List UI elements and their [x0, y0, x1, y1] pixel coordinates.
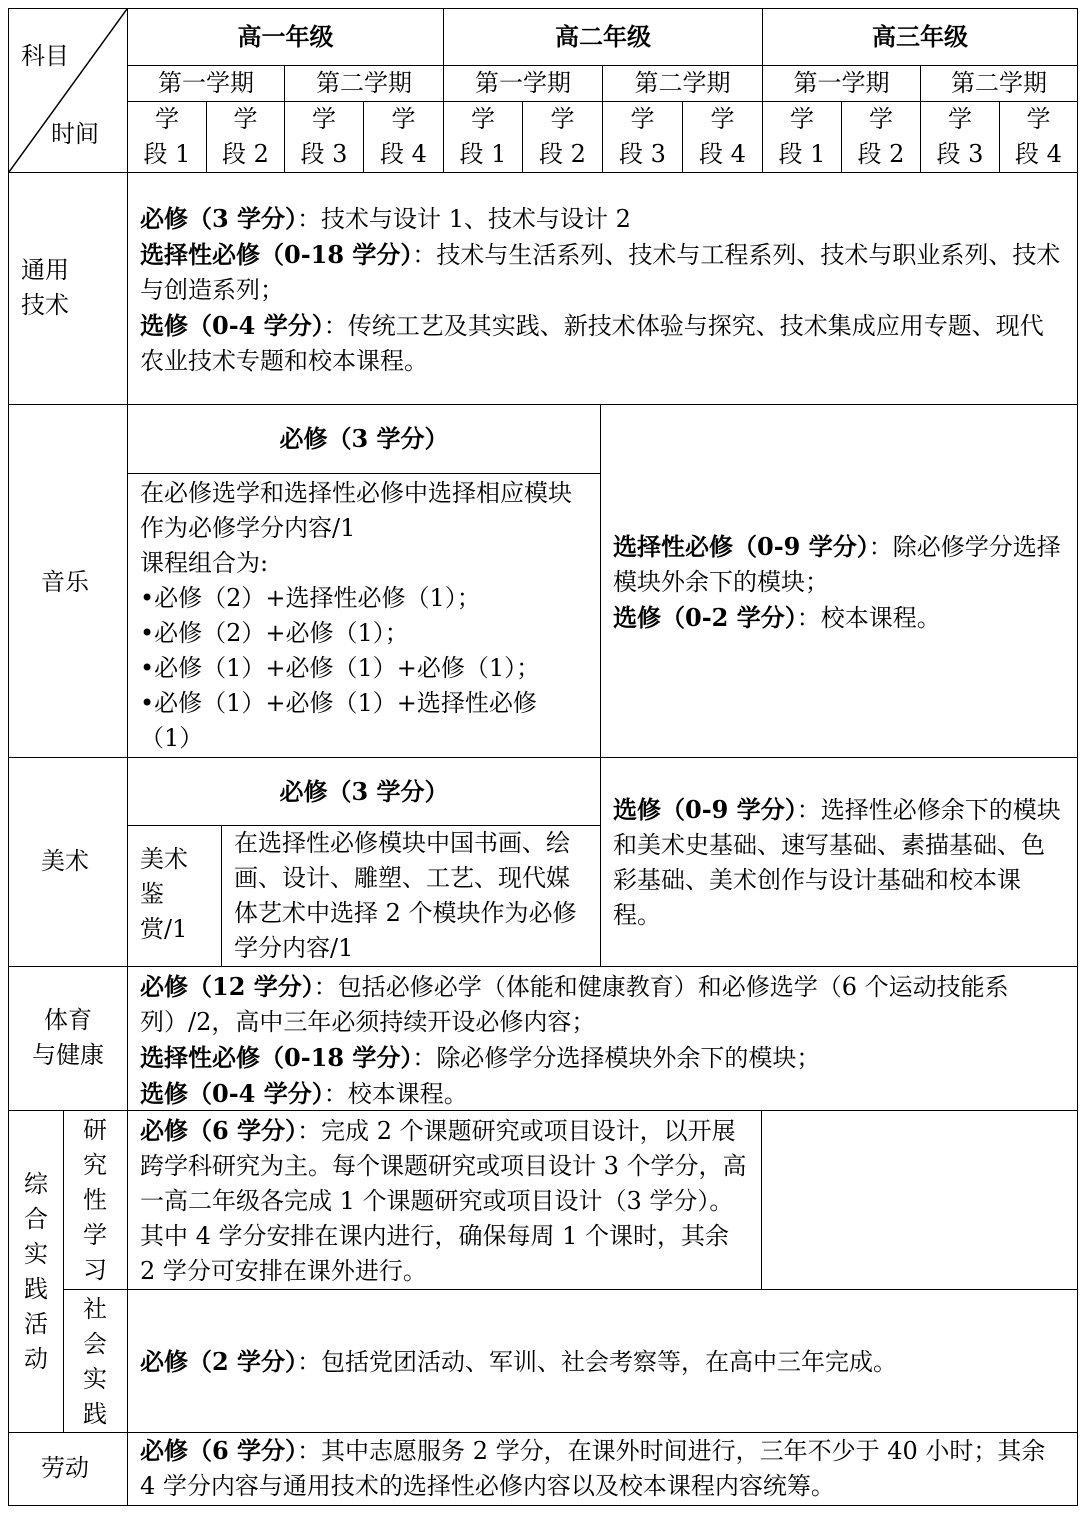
art-right-cell — [600, 757, 1078, 967]
segment-label: 段 2 — [857, 140, 905, 168]
grade-1 — [127, 8, 444, 66]
segment-cell — [602, 101, 683, 173]
segment-cell — [206, 101, 285, 173]
art-label-cell — [8, 757, 128, 967]
labor-label-cell — [8, 1432, 128, 1506]
research-label-cell — [63, 1110, 128, 1290]
tech-required-text: ：技术与设计 1、技术与设计 2 — [297, 205, 631, 233]
segment-cell — [127, 101, 207, 173]
pe-label-cell — [8, 966, 128, 1111]
tech-selreq-title: 选择性必修（0-18 学分） — [140, 240, 413, 269]
segment-top: 学 — [1026, 105, 1051, 133]
segment-cell — [682, 101, 763, 173]
music-detail-line: •必修（2）+选择性必修（1）； — [140, 584, 481, 612]
tech-label: 通用 技术 — [21, 256, 69, 319]
grade-3 — [762, 8, 1078, 66]
music-elective — [613, 600, 1061, 636]
practice-label-cell — [8, 1110, 64, 1433]
segment-label: 段 3 — [936, 140, 984, 168]
art-sub-text: 在选择性必修模块中国书画、绘画、设计、雕塑、工艺、现代媒体艺术中选择 2 个模块作为必修学分内容/1 — [234, 829, 577, 962]
tech-required — [140, 201, 1067, 237]
social-required-title: 必修（2 学分） — [140, 1347, 298, 1376]
segment-top: 学 — [948, 105, 972, 133]
pe-selreq-text: ：除必修学分选择模块外余下的模块； — [412, 1044, 821, 1072]
segment-top: 学 — [471, 105, 495, 133]
art-sub-label: 美术鉴赏/1 — [140, 845, 188, 943]
research-content-cell — [127, 1110, 762, 1290]
pe-label: 体育 与健康 — [32, 1006, 104, 1069]
art-sub-label-cell — [127, 825, 222, 967]
art-label: 美术 — [41, 847, 89, 875]
pe-required-title: 必修（12 学分） — [140, 972, 314, 1001]
research-empty-cell — [761, 1110, 1078, 1290]
labor-label: 劳动 — [41, 1454, 89, 1482]
segment-top: 学 — [630, 105, 655, 133]
segment-cell — [522, 101, 603, 173]
tech-selective-required — [140, 237, 1067, 308]
pe-elective — [140, 1076, 1067, 1111]
music-selective-required — [613, 529, 1061, 600]
segment-top: 学 — [550, 105, 575, 133]
segment-cell — [920, 101, 1000, 173]
music-label: 音乐 — [41, 568, 89, 596]
pe-content-cell — [127, 966, 1078, 1111]
tech-elective-title: 选修（0-4 学分） — [140, 311, 324, 340]
semester-label: 第一学期 — [158, 69, 254, 97]
grade-2 — [443, 8, 763, 66]
semester-cell — [443, 65, 603, 102]
segment-label: 段 3 — [300, 140, 348, 168]
tech-elective-text: ：传统工艺及其实践、新技术体验与探究、技术集成应用专题、现代农业技术专题和校本课程。 — [140, 312, 1044, 375]
labor-required-text: ：其中志愿服务 2 学分，在课外时间进行，三年不少于 40 小时；其余 4 学分内容与通用技术的选择性必修内容以及校本课程内容统筹。 — [140, 1437, 1046, 1500]
corner-time: 时间 — [51, 120, 99, 148]
semester-label: 第一学期 — [475, 69, 571, 97]
segment-label: 段 2 — [222, 140, 269, 168]
semester-cell — [602, 65, 763, 102]
semester-cell — [284, 65, 444, 102]
tech-elective — [140, 308, 1067, 379]
segment-top: 学 — [391, 105, 416, 133]
semester-cell — [920, 65, 1078, 102]
segment-cell — [999, 101, 1078, 173]
music-required-label: 必修（3 学分） — [279, 424, 449, 453]
tech-content-cell — [127, 172, 1078, 405]
practice-label: 综合实践活动 — [24, 1170, 48, 1373]
semester-label: 第二学期 — [951, 69, 1047, 97]
social-content-cell — [127, 1289, 1078, 1433]
music-elective-text: ：校本课程。 — [796, 604, 941, 632]
art-elective — [613, 792, 1061, 933]
social-label-cell — [63, 1289, 128, 1433]
labor-required-title: 必修（6 学分） — [140, 1436, 298, 1465]
pe-required — [140, 969, 1067, 1040]
segment-label: 段 4 — [699, 140, 746, 168]
music-label-cell — [8, 404, 128, 758]
corner-subject: 科目 — [21, 42, 69, 70]
music-required-detail — [127, 473, 601, 758]
research-required — [140, 1113, 751, 1289]
pe-elective-text: ：校本课程。 — [323, 1080, 468, 1108]
music-required-header — [127, 404, 601, 474]
social-label: 社会实践 — [83, 1295, 107, 1428]
segment-cell — [284, 101, 364, 173]
tech-label-cell — [8, 172, 128, 405]
labor-required — [140, 1433, 1067, 1504]
social-required — [140, 1344, 1067, 1380]
art-required-header — [127, 757, 601, 826]
segment-label: 段 2 — [539, 140, 586, 168]
semester-cell — [127, 65, 285, 102]
art-required-label: 必修（3 学分） — [279, 777, 449, 806]
segment-label: 段 3 — [619, 140, 666, 168]
segment-cell — [841, 101, 921, 173]
art-sub-text-cell — [221, 825, 601, 967]
semester-label: 第二学期 — [634, 69, 731, 97]
social-required-text: ：包括党团活动、军训、社会考察等，在高中三年完成。 — [297, 1348, 898, 1376]
segment-label: 段 1 — [143, 140, 191, 168]
music-detail-line: •必修（1）+必修（1）+必修（1）； — [140, 654, 541, 682]
tech-selreq-text: ：技术与生活系列、技术与工程系列、技术与职业系列、技术与创造系列； — [140, 241, 1061, 304]
segment-label: 段 4 — [1015, 140, 1062, 168]
research-required-title: 必修（6 学分） — [140, 1116, 298, 1145]
labor-content-cell — [127, 1432, 1078, 1506]
pe-elective-title: 选修（0-4 学分） — [140, 1079, 324, 1108]
music-elective-title: 选修（0-2 学分） — [613, 603, 797, 632]
music-detail-line: •必修（2）+必修（1）； — [140, 619, 409, 647]
grade-2-label: 高二年级 — [555, 22, 651, 51]
music-selreq-title: 选择性必修（0-9 学分） — [613, 532, 869, 561]
pe-required-text: ：包括必修必学（体能和健康教育）和必修选学（6 个运动技能系列）/2，高中三年必须持续开设必修内容； — [140, 973, 1009, 1036]
semester-cell — [762, 65, 921, 102]
semester-label: 第二学期 — [316, 69, 412, 97]
music-selreq-text: ：除必修学分选择模块外余下的模块； — [613, 533, 1061, 596]
segment-top: 学 — [155, 105, 179, 133]
pe-selreq-title: 选择性必修（0-18 学分） — [140, 1043, 413, 1072]
segment-cell — [443, 101, 523, 173]
research-label: 研究性学习 — [83, 1116, 107, 1284]
art-elective-title: 选修（0-9 学分） — [613, 795, 797, 824]
pe-selective-required — [140, 1040, 1067, 1076]
music-detail-line: 课程组合为: — [140, 549, 269, 577]
semester-label: 第一学期 — [793, 69, 890, 97]
music-right-cell — [600, 404, 1078, 758]
segment-top: 学 — [710, 105, 735, 133]
segment-label: 段 1 — [778, 140, 826, 168]
grade-3-label: 高三年级 — [872, 22, 968, 51]
segment-top: 学 — [312, 105, 336, 133]
research-required-text: ：完成 2 个课题研究或项目设计，以开展跨学科研究为主。每个课题研究或项目设计 3 个学分，高一高二年级各完成 1 个课题研究或项目设计（3 学分）。其中 4 学分安排在课内进行，确保每周 1 个课时，其余 2 学分可安排在课外进行。 — [140, 1117, 747, 1285]
grade-1-label: 高一年级 — [237, 22, 334, 51]
art-elective-text: ：选择性必修余下的模块和美术史基础、速写基础、素描基础、色彩基础、美术创作与设计基础和校本课程。 — [613, 796, 1061, 929]
tech-required-title: 必修（3 学分） — [140, 204, 298, 233]
segment-cell — [363, 101, 444, 173]
segment-label: 段 4 — [380, 140, 427, 168]
music-detail-line: 在必修选学和选择性必修中选择相应模块作为必修学分内容/1 — [140, 479, 572, 542]
segment-label: 段 1 — [459, 140, 507, 168]
segment-top: 学 — [790, 105, 814, 133]
header-corner-cell — [8, 8, 128, 173]
segment-top: 学 — [233, 105, 258, 133]
music-detail-line: •必修（1）+必修（1）+选择性必修（1） — [140, 689, 537, 752]
segment-top: 学 — [869, 105, 893, 133]
segment-cell — [762, 101, 842, 173]
